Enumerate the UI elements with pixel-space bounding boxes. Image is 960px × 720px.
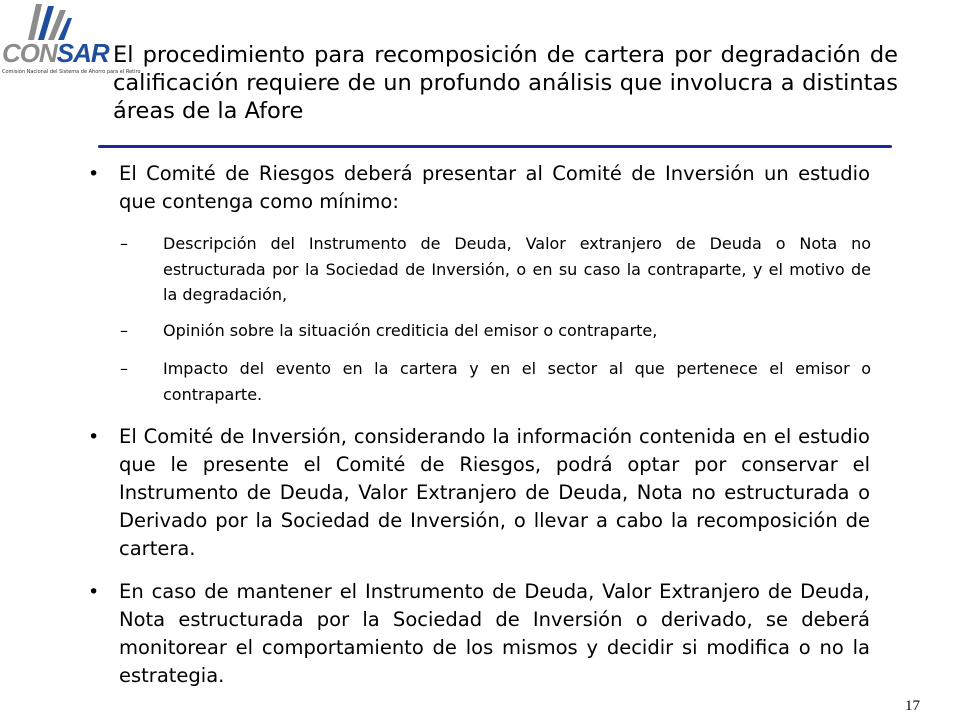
slide-title: El procedimiento para recomposición de cartera por degradación de calificación requiere de un profundo análisis que involucra a distintas áreas de la Afore xyxy=(113,42,898,124)
sub-bullet-text: Opinión sobre la situación crediticia del emisor o contraparte, xyxy=(163,321,658,340)
bullet-marker: • xyxy=(88,581,100,603)
page-number: 17 xyxy=(905,698,920,714)
sub-bullet-item xyxy=(120,231,871,308)
bullet-text: En caso de mantener el Instrumento de Deuda, Valor Extranjero de Deuda, Nota estructurada por la Sociedad de Inversión o derivado, se deberá monitorear el comportamiento de los mismos y decidir si modifica o no la estrategia. xyxy=(119,580,870,687)
bullet-item xyxy=(88,578,870,690)
bullet-marker: • xyxy=(88,426,100,448)
logo-brand-gray: CON xyxy=(2,38,57,68)
sub-bullet-item xyxy=(120,318,871,344)
sub-bullet-text: Descripción del Instrumento de Deuda, Valor extranjero de Deuda o Nota no estructurada por la Sociedad de Inversión, o en su caso la contraparte, y el motivo de la degradación, xyxy=(163,234,871,304)
bullet-item xyxy=(88,423,870,563)
logo-subtitle: Comisión Nacional del Sistema de Ahorro para el Retiro xyxy=(2,69,141,75)
sub-bullet-text: Impacto del evento en la cartera y en el sector al que pertenece el emisor o contraparte. xyxy=(163,359,871,404)
bullet-item xyxy=(88,160,870,216)
dash-marker: – xyxy=(120,321,128,340)
bullet-text: El Comité de Riesgos deberá presentar al Comité de Inversión un estudio que contenga como mínimo: xyxy=(119,162,870,213)
dash-marker: – xyxy=(120,359,128,378)
bullet-text: El Comité de Inversión, considerando la información contenida en el estudio que le presente el Comité de Riesgos, podrá optar por conservar el Instrumento de Deuda, Valor Extranjero de Deuda, Nota no estructurada o Derivado por la Sociedad de Inversión, o llevar a cabo la recomposición de cartera. xyxy=(119,425,870,560)
logo-brand-blue: SAR xyxy=(56,38,109,68)
sub-bullet-item xyxy=(120,356,871,407)
bullet-marker: • xyxy=(88,163,100,185)
dash-marker: – xyxy=(120,234,128,253)
